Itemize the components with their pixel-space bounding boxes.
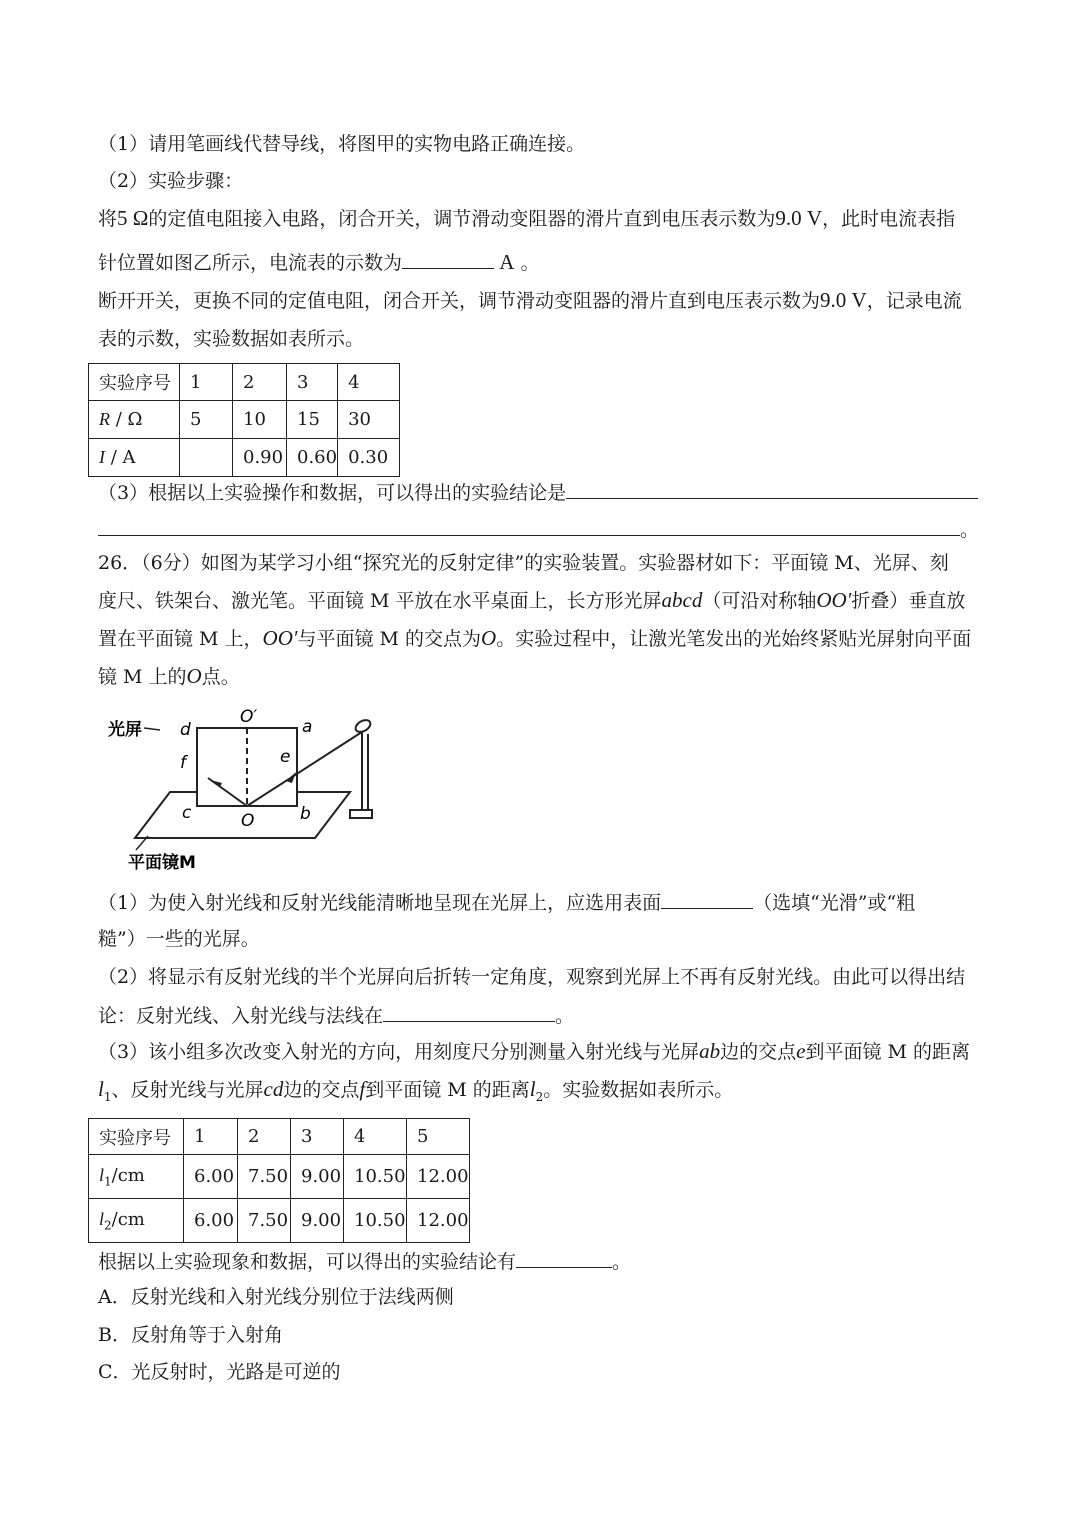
table-header-cell: 3 xyxy=(287,364,338,401)
label-b: b xyxy=(300,804,311,824)
table-header-cell: 2 xyxy=(233,364,287,401)
table-row-label: $l_1/cm$ xyxy=(89,1155,184,1199)
table-cell: 6.00 xyxy=(184,1155,238,1199)
q26-intro-line1: 26．（6分）如图为某学习小组“探究光的反射定律”的实验装置。实验器材如下：平面镜 M、光屏、刻 xyxy=(98,552,949,574)
option-c[interactable]: C．光反射时，光路是可逆的 xyxy=(98,1361,341,1383)
table-header-cell: 实验序号 xyxy=(89,364,180,401)
label-a: a xyxy=(302,717,313,737)
answer-blank-conclusion[interactable] xyxy=(566,478,978,499)
q26-sub3-line1: （3）该小组多次改变入射光的方向，用刻度尺分别测量入射光线与光屏ab边的交点e到平面镜 M 的距离 xyxy=(98,1039,970,1063)
table-cell: 0.90 xyxy=(233,439,287,477)
q25-step3-cont: 。 xyxy=(98,515,979,543)
table-cell: 15 xyxy=(287,401,338,439)
table-cell: 10.50 xyxy=(344,1155,407,1199)
q26-intro-line4: 镜 M 上的O点。 xyxy=(98,664,240,688)
table-cell: 7.50 xyxy=(238,1155,291,1199)
q25-step1: （1）请用笔画线代替导线，将图甲的实物电路正确连接。 xyxy=(98,133,586,155)
q25-step2-line4: 表的示数，实验数据如表所示。 xyxy=(98,328,365,350)
mirror-label: 平面镜M xyxy=(128,853,196,873)
table-header-cell: 4 xyxy=(344,1119,407,1155)
table-cell: 10.50 xyxy=(344,1199,407,1243)
q25-step2: （2）实验步骤： xyxy=(98,170,244,192)
q25-step2-line2: 针位置如图乙所示，电流表的示数为 A 。 xyxy=(98,250,540,274)
answer-blank-plane[interactable] xyxy=(383,1001,555,1022)
q26-sub2-line1: （2）将显示有反射光线的半个光屏向后折转一定角度，观察到光屏上不再有反射光线。由此可以得出结 xyxy=(98,966,966,988)
option-b[interactable]: B．反射角等于入射角 xyxy=(98,1324,283,1346)
q26-sub1-line2: 糙”）一些的光屏。 xyxy=(98,928,260,950)
label-O: O xyxy=(241,811,255,831)
q25-step2-line3: 断开开关，更换不同的定值电阻，闭合开关，调节滑动变阻器的滑片直到电压表示数为9.0 V，记录电流 xyxy=(98,288,962,312)
screen-label: 光屏 xyxy=(108,720,142,740)
table-header-cell: 实验序号 xyxy=(89,1119,184,1155)
table-header-cell: 1 xyxy=(184,1119,238,1155)
table-header-cell: 4 xyxy=(338,364,400,401)
q25-data-table xyxy=(88,363,400,477)
table-header-cell: 2 xyxy=(238,1119,291,1155)
table-cell: 6.00 xyxy=(184,1199,238,1243)
table-header-cell: 3 xyxy=(291,1119,344,1155)
q26-sub1-line1: （1）为使入射光线和反射光线能清晰地呈现在光屏上，应选用表面 （选填“光滑”或“粗 xyxy=(98,888,915,916)
answer-blank-choice[interactable] xyxy=(516,1247,612,1268)
table-cell: 12.00 xyxy=(407,1199,470,1243)
table-cell: 30 xyxy=(338,401,400,439)
q26-sub2-line2: 论：反射光线、入射光线与法线在 。 xyxy=(98,1001,574,1029)
reflection-apparatus-diagram xyxy=(100,700,390,880)
table-cell: 9.00 xyxy=(291,1155,344,1199)
table-row-label: I / A xyxy=(89,439,180,477)
q26-intro-line3: 置在平面镜 M 上，OO′与平面镜 M 的交点为O。实验过程中，让激光笔发出的光始终紧贴光屏射向平面 xyxy=(98,626,972,650)
q26-data-table xyxy=(88,1118,470,1243)
q25-step2-line1: 将5 Ω的定值电阻接入电路，闭合开关，调节滑动变阻器的滑片直到电压表示数为9.0 V，此时电流表指 xyxy=(98,206,956,230)
label-d: d xyxy=(180,720,191,740)
answer-blank-current[interactable] xyxy=(402,248,494,269)
q26-intro-line2: 度尺、铁架台、激光笔。平面镜 M 平放在水平桌面上，长方形光屏abcd（可沿对称轴OO′折叠）垂直放 xyxy=(98,588,966,612)
table-row-label: $l_2/cm$ xyxy=(89,1199,184,1243)
label-f: f xyxy=(180,753,186,773)
laser-pen-icon xyxy=(354,718,373,735)
q26-sub3-line2: $l_1$、反射光线与光屏cd边的交点f到平面镜 M 的距离$l_2$。实验数据如表所示。 xyxy=(98,1077,734,1104)
answer-blank-conclusion-cont[interactable] xyxy=(98,515,960,536)
label-e: e xyxy=(280,747,291,767)
answer-blank-surface[interactable] xyxy=(661,888,753,909)
table-cell: 7.50 xyxy=(238,1199,291,1243)
iron-stand-base xyxy=(350,810,372,818)
table-cell: 0.60 xyxy=(287,439,338,477)
table-cell xyxy=(180,439,233,477)
label-O-prime: O′ xyxy=(240,707,258,727)
table-header-cell: 1 xyxy=(180,364,233,401)
option-a[interactable]: A．反射光线和入射光线分别位于法线两侧 xyxy=(98,1286,454,1308)
q26-conclusion: 根据以上实验现象和数据，可以得出的实验结论有 。 xyxy=(98,1247,631,1275)
table-cell: 10 xyxy=(233,401,287,439)
table-cell: 9.00 xyxy=(291,1199,344,1243)
table-cell: 12.00 xyxy=(407,1155,470,1199)
table-cell: 0.30 xyxy=(338,439,400,477)
table-row-label: R / Ω xyxy=(89,401,180,439)
label-c: c xyxy=(182,803,192,823)
q25-step3: （3）根据以上实验操作和数据，可以得出的实验结论是 xyxy=(98,478,978,506)
table-cell: 5 xyxy=(180,401,233,439)
table-header-cell: 5 xyxy=(407,1119,470,1155)
